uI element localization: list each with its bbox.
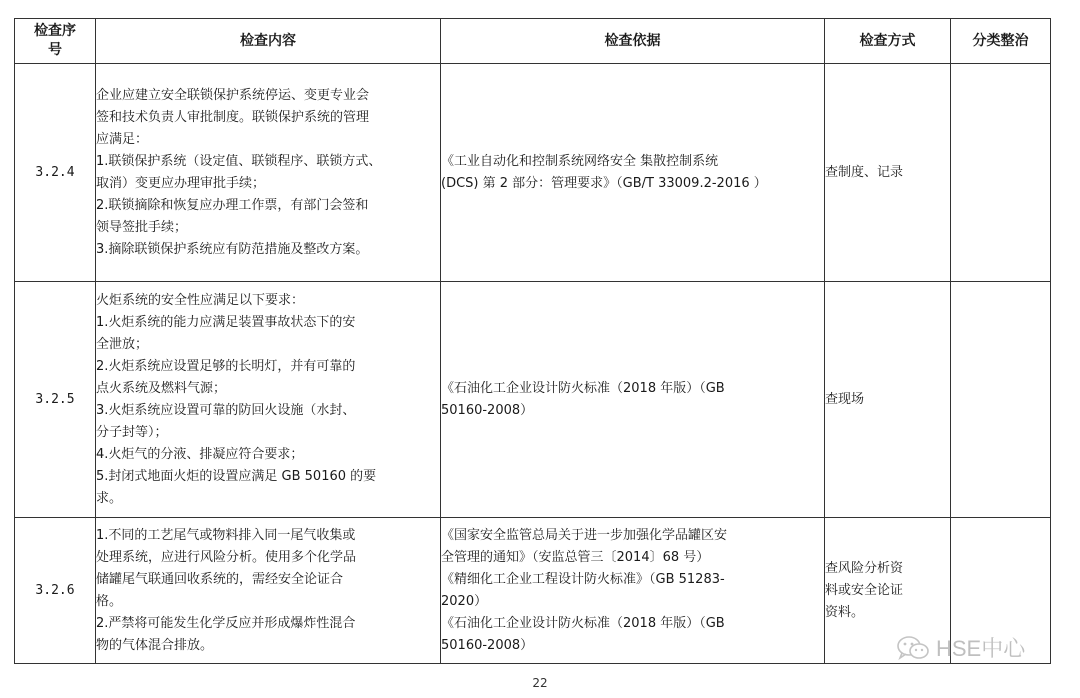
cell-classify [951,64,1051,282]
header-basis: 检查依据 [441,19,825,64]
cell-seq: 3.2.4 [15,64,96,282]
cell-content-line: 2.联锁摘除和恢复应办理工作票，有部门会签和 [96,197,369,213]
cell-basis-line: 50160-2008） [441,402,534,418]
watermark-text: HSE中心 [936,636,1026,661]
cell-basis-line: 50160-2008） [441,637,534,653]
cell-basis-line: 《工业自动化和控制系统网络安全 集散控制系统 [441,153,719,169]
header-seq-line2: 号 [48,42,62,58]
cell-content-line: 分子封等）； [96,424,168,440]
cell-basis [441,518,825,664]
cell-method-line: 料或安全论证 [825,582,904,598]
cell-content [96,64,441,282]
cell-content-line: 4.火炬气的分液、排凝应符合要求； [96,446,304,462]
cell-content [96,282,441,518]
cell-classify [951,282,1051,518]
watermark [896,632,1025,663]
cell-content-line: 火炬系统的安全性应满足以下要求： [96,292,305,308]
cell-content-line: 处理系统，应进行风险分析。使用多个化学品 [96,549,357,565]
cell-method-line: 查风险分析资 [825,560,904,576]
header-seq [15,19,96,64]
cell-content-line: 签和技术负责人审批制度。联锁保护系统的管理 [96,109,370,125]
page-number: 22 [532,676,548,690]
cell-method [825,282,951,518]
cell-content-line: 2.严禁将可能发生化学反应并形成爆炸性混合 [96,615,356,631]
inspection-table [14,18,1051,664]
cell-basis-line: 《国家安全监管总局关于进一步加强化学品罐区安 [441,527,728,543]
cell-content-line: 1.火炬系统的能力应满足装置事故状态下的安 [96,314,356,330]
table-row [15,282,1051,518]
cell-content-line: 点火系统及燃料气源； [96,380,227,396]
cell-basis [441,282,825,518]
table-row [15,64,1051,282]
cell-seq: 3.2.5 [15,282,96,518]
cell-content-line: 1.联锁保护系统（设定值、联锁程序、联锁方式、 [96,153,382,169]
cell-seq: 3.2.6 [15,518,96,664]
cell-content [96,518,441,664]
cell-basis-line: 2020） [441,593,488,609]
header-classify: 分类整治 [951,19,1051,64]
cell-content-line: 格。 [96,593,123,609]
cell-content-line: 3.摘除联锁保护系统应有防范措施及整改方案。 [96,241,369,257]
table-header-row [15,19,1051,64]
cell-basis-line: 全管理的通知》（安监总管三〔2014〕68 号） [441,549,710,565]
cell-content-line: 求。 [96,490,123,506]
cell-content-line: 3.火炬系统应设置可靠的防回火设施（水封、 [96,402,356,418]
cell-basis-line: 《石油化工企业设计防火标准（2018 年版）（GB [441,615,725,631]
header-content: 检查内容 [96,19,441,64]
cell-content-line: 2.火炬系统应设置足够的长明灯，并有可靠的 [96,358,356,374]
cell-method-line: 资料。 [825,604,865,620]
cell-content-line: 应满足： [96,131,149,147]
cell-content-line: 物的气体混合排放。 [96,637,214,653]
cell-content-line: 全泄放； [96,336,149,352]
cell-basis-line: (DCS) 第 2 部分：管理要求》（GB/T 33009.2-2016 ） [441,175,767,191]
table-body [15,64,1051,664]
cell-basis-line: 《精细化工企业工程设计防火标准》（GB 51283- [441,571,725,587]
cell-basis [441,64,825,282]
cell-method-line: 查制度、记录 [825,164,904,180]
cell-method [825,64,951,282]
cell-basis-line: 《石油化工企业设计防火标准（2018 年版）（GB [441,380,725,396]
cell-method-line: 查现场 [825,391,865,407]
cell-content-line: 1.不同的工艺尾气或物料排入同一尾气收集或 [96,527,356,543]
wechat-icon [896,635,930,661]
cell-content-line: 领导签批手续； [96,219,188,235]
header-seq-line1: 检查序 [34,23,76,39]
cell-content-line: 企业应建立安全联锁保护系统停运、变更专业会 [96,87,370,103]
header-method: 检查方式 [825,19,951,64]
cell-content-line: 5.封闭式地面火炬的设置应满足 GB 50160 的要 [96,468,377,484]
cell-content-line: 储罐尾气联通回收系统的，需经安全论证合 [96,571,344,587]
cell-content-line: 取消）变更应办理审批手续； [96,175,266,191]
